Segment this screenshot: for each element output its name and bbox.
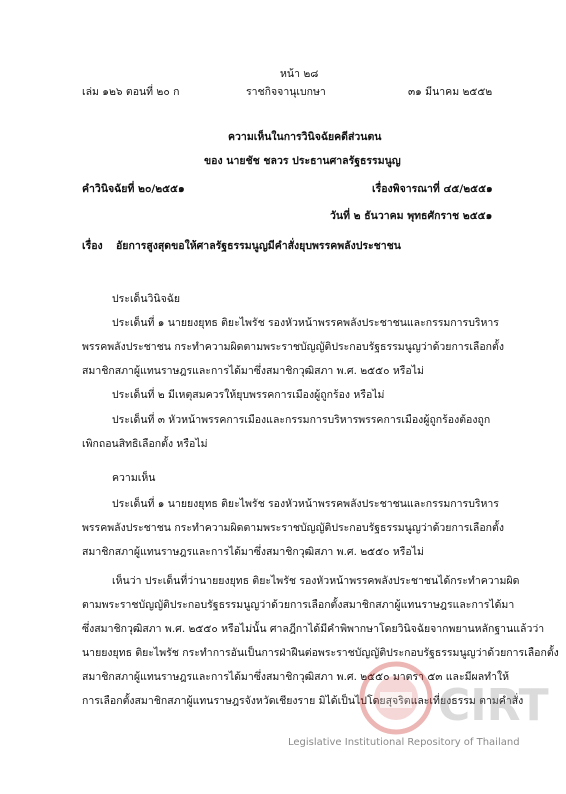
opinion-line: ตามพระราชบัญญัติประกอบรัฐธรรมนูญว่าด้วยการเลือกตั้งสมาชิกสภาผู้แทนราษฎรและการได้มา: [82, 599, 515, 611]
logo-wordmark: CIRT: [438, 680, 549, 731]
subject-label: เรื่อง: [82, 240, 103, 252]
case-number: เรื่องพิจารณาที่ ๔๕/๒๕๕๑: [372, 183, 493, 195]
opinion-line: สมาชิกสภาผู้แทนราษฎรและการได้มาซึ่งสมาชิกวุฒิสภา พ.ศ. ๒๕๕๐ หรือไม่: [82, 546, 424, 558]
ruling-number: คำวินิจฉัยที่ ๒๐/๒๕๕๑: [82, 183, 185, 195]
issue-line: เพิกถอนสิทธิเลือกตั้ง หรือไม่: [82, 438, 208, 450]
opinion-line: สมาชิกสภาผู้แทนราษฎรและการได้มาซึ่งสมาชิกวุฒิสภา พ.ศ. ๒๕๕๐ มาตรา ๕๓ และมีผลทำให้: [82, 671, 510, 683]
subject-text: อัยการสูงสุดขอให้ศาลรัฐธรรมนูญมีคำสั่งยุบพรรคพลังประชาชน: [116, 240, 401, 252]
opinion-line: เห็นว่า ประเด็นที่ว่านายยงยุทธ ติยะไพรัช รองหัวหน้าพรรคพลังประชาชนได้กระทำความผิด: [112, 575, 520, 587]
opinion-line: ซึ่งสมาชิกวุฒิสภา พ.ศ. ๒๕๕๐ หรือไม่นั้น ศาลฎีกาได้มีคำพิพากษาโดยวินิจฉัยจากพยานหลักฐานแล้วว่า: [82, 623, 545, 635]
document-author: ของ นายชัช ชลวร ประธานศาลรัฐธรรมนูญ: [204, 155, 401, 167]
opinion-line: การเลือกตั้งสมาชิกสภาผู้แทนราษฎรจังหวัดเชียงราย มิได้เป็นไปโดยสุจริตและเที่ยงธรรม ตามคำสั่ง: [82, 695, 524, 707]
issue-line: ประเด็นที่ ๓ หัวหน้าพรรคการเมืองและกรรมการบริหารพรรคการเมืองผู้ถูกร้องต้องถูก: [112, 414, 491, 426]
issue-line: ประเด็นที่ ๒ มีเหตุสมควรให้ยุบพรรคการเมืองผู้ถูกร้อง หรือไม่: [112, 389, 385, 401]
repository-caption: Legislative Institutional Repository of Thailand: [288, 737, 520, 748]
page-number: หน้า ๒๘: [280, 68, 319, 80]
issues-heading: ประเด็นวินิจฉัย: [112, 293, 181, 305]
issue-line: พรรคพลังประชาชน กระทำความผิดตามพระราชบัญญัติประกอบรัฐธรรมนูญว่าด้วยการเลือกตั้ง: [82, 341, 504, 353]
volume-issue: เล่ม ๑๒๖ ตอนที่ ๒๐ ก: [82, 86, 180, 98]
opinion-line: พรรคพลังประชาชน กระทำความผิดตามพระราชบัญญัติประกอบรัฐธรรมนูญว่าด้วยการเลือกตั้ง: [82, 522, 504, 534]
issue-line: สมาชิกสภาผู้แทนราษฎรและการได้มาซึ่งสมาชิกวุฒิสภา พ.ศ. ๒๕๕๐ หรือไม่: [82, 365, 424, 377]
opinion-line: ประเด็นที่ ๑ นายยงยุทธ ติยะไพรัช รองหัวหน้าพรรคพลังประชาชนและกรรมการบริหาร: [112, 498, 499, 510]
opinion-line: นายยงยุทธ ติยะไพรัช กระทำการอันเป็นการฝ่าฝืนต่อพระราชบัญญัติประกอบรัฐธรรมนูญว่าด้วยการเลือกตั้ง: [82, 647, 559, 659]
publication-date: ๓๑ มีนาคม ๒๕๕๒: [408, 86, 493, 98]
gazette-name: ราชกิจจานุเบกษา: [246, 86, 326, 98]
ruling-date: วันที่ ๒ ธันวาคม พุทธศักราช ๒๕๕๑: [330, 210, 493, 222]
document-title: ความเห็นในการวินิจฉัยคดีส่วนตน: [228, 131, 382, 143]
issue-line: ประเด็นที่ ๑ นายยงยุทธ ติยะไพรัช รองหัวหน้าพรรคพลังประชาชนและกรรมการบริหาร: [112, 317, 499, 329]
opinion-heading: ความเห็น: [112, 472, 156, 484]
